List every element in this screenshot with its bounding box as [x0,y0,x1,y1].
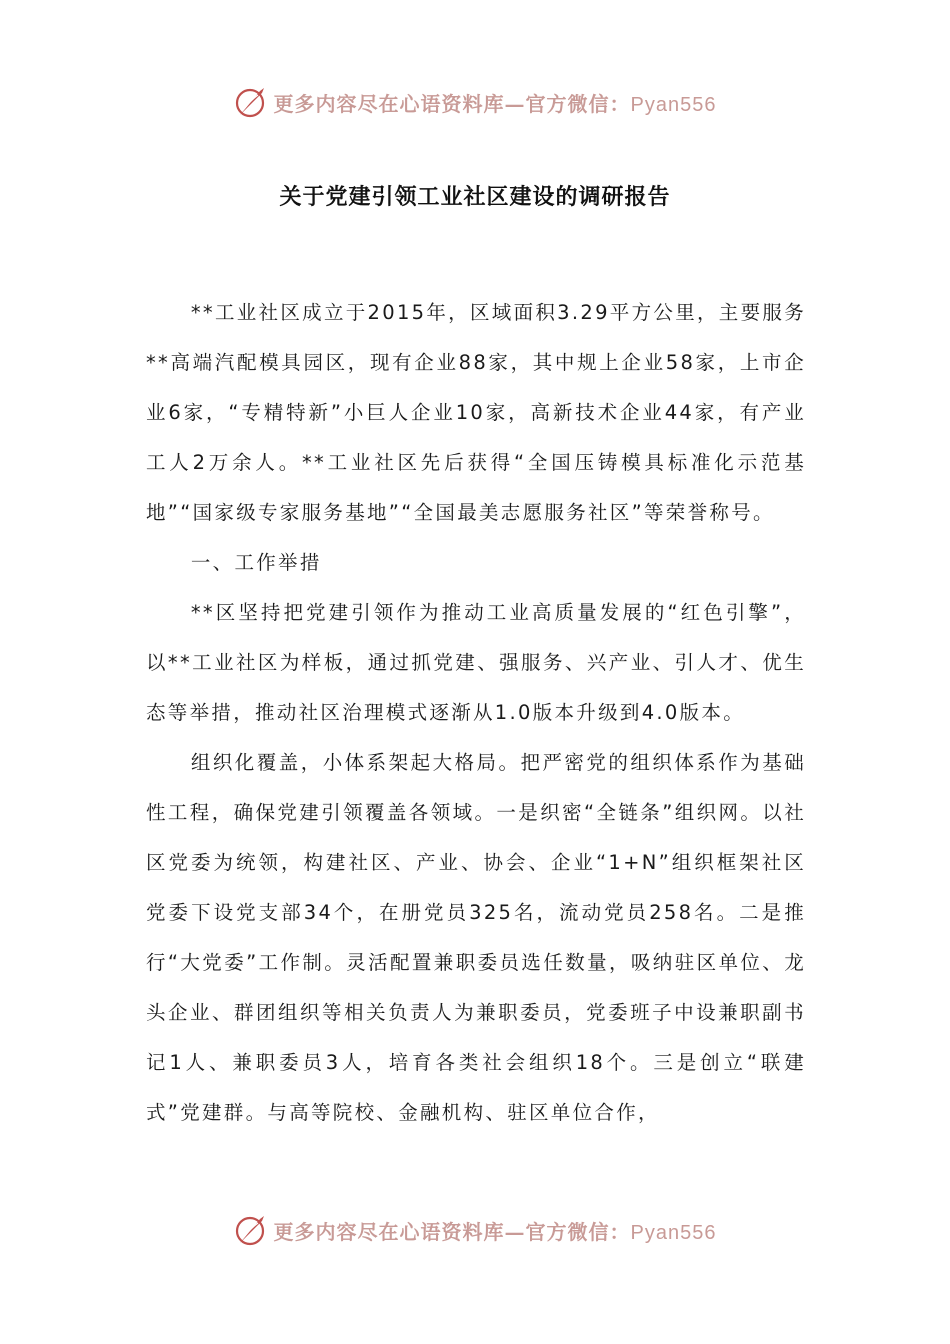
document-body [146,288,806,1138]
document-title: 关于党建引领工业社区建设的调研报告 [279,185,671,210]
paragraph-organization: 组织化覆盖，小体系架起大格局。把严密党的组织体系作为基础性工程，确保党建引领覆盖各领域。一是织密“全链条”组织网。以社区党委为统领，构建社区、产业、协会、企业“1+N”组织框架社区党委下设党支部34个，在册党员325名，流动党员258名。二是推行“大党委”工作制。灵活配置兼职委员选任数量，吸纳驻区单位、龙头企业、群团组织等相关负责人为兼职委员，党委班子中设兼职副书记1人、兼职委员3人，培育各类社会组织18个。三是创立“联建式”党建群。与高等院校、金融机构、驻区单位合作， [146,751,806,1124]
quill-logo-icon [234,85,268,119]
section-heading: 一、工作举措 [190,551,322,574]
header-watermark-banner [0,82,950,122]
footer-watermark-banner [0,1210,950,1250]
watermark-text: 更多内容尽在心语资料库—官方微信：Pyan556 [273,1219,717,1244]
paragraph-overview: **区坚持把党建引领作为推动工业高质量发展的“红色引擎”，以**工业社区为样板，通过抓党建、强服务、兴产业、引人才、优生态等举措，推动社区治理模式逐渐从1.0版本升级到4.0版本。 [146,601,806,724]
watermark-text: 更多内容尽在心语资料库—官方微信：Pyan556 [273,91,717,116]
quill-logo-icon [234,1213,268,1247]
paragraph-intro: **工业社区成立于2015年，区域面积3.29平方公里，主要服务**高端汽配模具园区，现有企业88家，其中规上企业58家，上市企业6家，“专精特新”小巨人企业10家，高新技术企业44家，有产业工人2万余人。**工业社区先后获得“全国压铸模具标准化示范基地”“国家级专家服务基地”“全国最美志愿服务社区”等荣誉称号。 [146,301,806,524]
